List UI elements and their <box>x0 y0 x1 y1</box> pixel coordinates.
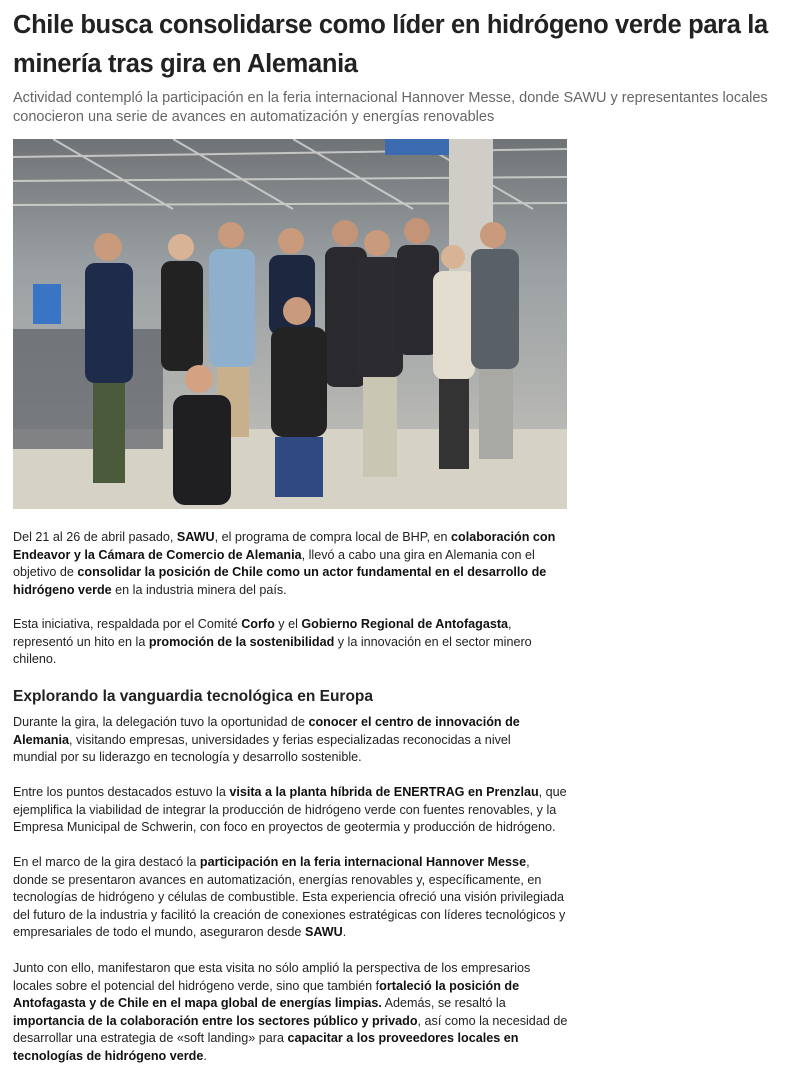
article-paragraph <box>13 714 558 767</box>
bold-text: SAWU <box>176 530 215 544</box>
article-title: Chile busca consolidarse como líder en hidrógeno verde para la minería tras gira en Alemania <box>13 11 768 78</box>
text-run: , llevó a cabo una gira en Alemania con el objetivo de <box>13 547 535 580</box>
text-run: Entre los puntos destacados estuvo la <box>13 785 230 799</box>
section-heading: Explorando la vanguardia tecnológica en Europa <box>13 688 374 705</box>
bold-text: Gobierno Regional de Antofagasta <box>301 617 509 631</box>
text-run: y el <box>274 617 302 631</box>
bold-text: promoción de la sostenibilidad <box>148 634 335 649</box>
article-paragraph <box>13 854 568 942</box>
bold-text: Corfo <box>241 617 275 631</box>
group-photo-illustration <box>13 139 567 509</box>
text-run: . <box>342 925 347 940</box>
text-run: , representó un hito en la <box>13 617 512 649</box>
text-run: Además, se resaltó la <box>381 996 506 1011</box>
text-run: , que ejemplifica la viabilidad de integrar la producción de hidrógeno verde con fuentes renovables, y la Empresa Municipal de Schwerin, con foco en proyectos de geotermia y producción de hidrógeno. <box>13 785 567 835</box>
text-run: , visitando empresas, universidades y ferias especializadas reconocidas a nivel mundial por su liderazgo en tecnología y desarrollo sostenible. <box>13 732 511 765</box>
bold-text: colaboración con Endeavor y la Cámara de Comercio de Alemania <box>13 530 556 562</box>
bold-text: SAWU <box>304 925 343 940</box>
text-run: , donde se presentaron avances en automatización, energías renovables y, específicamente, en tecnologías de hidrógeno y células de combustible. Esta experiencia ofreció una visión privilegiada del futuro de la industria y facilitó la creación de conexiones estratégicas con líderes tecnológicos y empresariales de todo el mundo, aseguraron desde <box>13 855 566 940</box>
bold-text: participación en la feria internacional Hannover Messe <box>199 855 527 869</box>
article-subtitle: Actividad contempló la participación en la feria internacional Hannover Messe, donde SAWU y representantes locales conocieron una serie de avances en automatización y energías renovables <box>13 90 768 125</box>
text-run: . <box>203 1048 207 1063</box>
text-run: y la innovación en el sector minero chileno. <box>13 634 532 667</box>
text-run: Durante la gira, la delegación tuvo la oportunidad de <box>13 715 309 729</box>
text-run: En el marco de la gira destacó la <box>13 855 200 869</box>
article-paragraph <box>13 616 541 669</box>
bold-text: capacitar a los proveedores locales en tecnologías de hidrógeno verde <box>13 1031 519 1063</box>
bold-text: visita a la planta híbrida de ENERTRAG en Prenzlau <box>229 785 539 799</box>
text-run: , el programa de compra local de BHP, en <box>214 530 452 544</box>
bold-text: consolidar la posición de Chile como un actor fundamental en el desarrollo de hidrógeno verde <box>13 565 547 597</box>
bold-text: ortaleció la posición de Antofagasta y de Chile en el mapa global de energías limpias. <box>13 978 520 1011</box>
bold-text: importancia de la colaboración entre los sectores público y privado <box>13 1013 418 1028</box>
text-run: Del 21 al 26 de abril pasado, <box>13 530 177 544</box>
article-paragraph <box>13 529 563 599</box>
article-paragraph <box>13 784 573 837</box>
text-run: Junto con ello, manifestaron que esta visita no sólo amplió la perspectiva de los empresarios locales sobre el potencial del hidrógeno verde, sino que también f <box>13 961 531 993</box>
text-run: , así como la necesidad de desarrollar una estrategia de «soft landing» para <box>13 1013 568 1046</box>
article-photo[interactable] <box>13 139 567 509</box>
article-paragraph <box>13 960 568 1066</box>
text-run: Esta iniciativa, respaldada por el Comité <box>13 617 242 631</box>
bold-text: conocer el centro de innovación de Alemania <box>13 715 520 747</box>
text-run: en la industria minera del país. <box>111 582 287 597</box>
